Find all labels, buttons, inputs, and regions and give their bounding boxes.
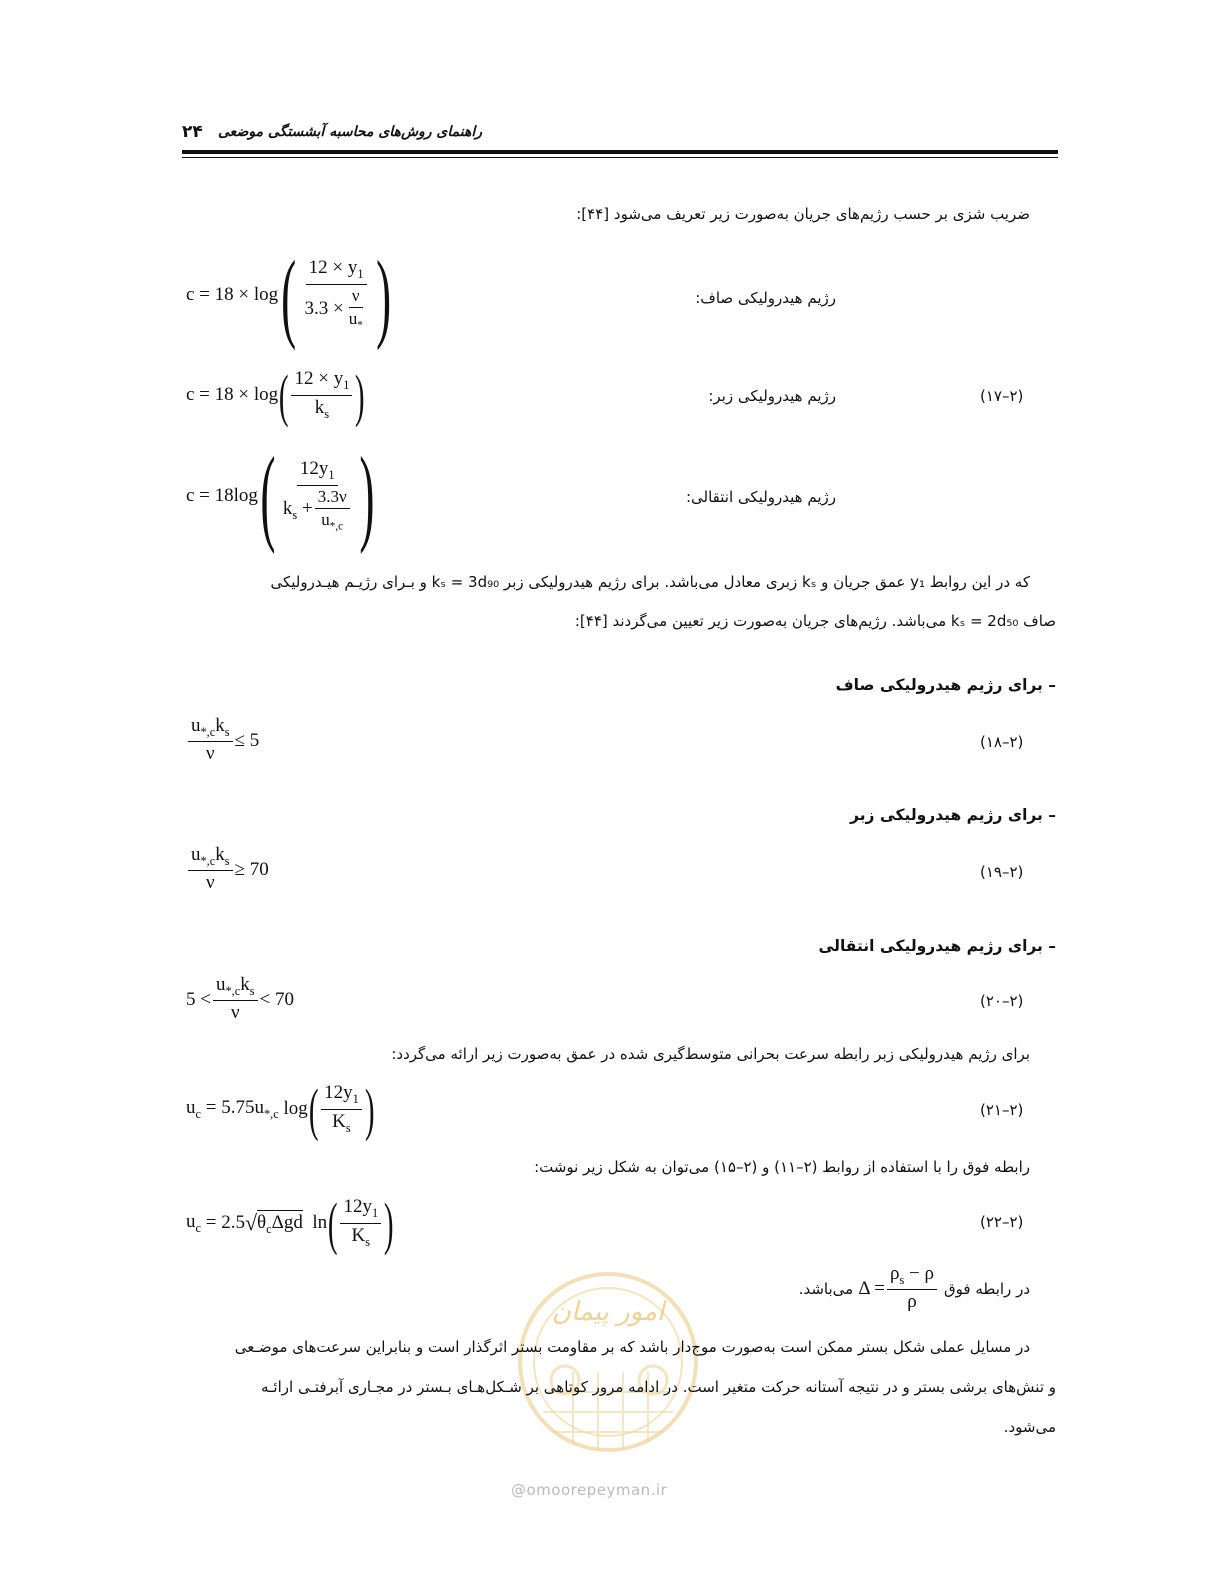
regime-rough-label: رژیم هیدرولیکی زبر:	[708, 387, 836, 405]
paragraph-definitions-line1: که در این روابط y₁ عمق جریان و kₛ زبری معادل می‌باشد. برای رژیم هیدرولیکی زبر kₛ = 3d₉₀ و بـرای رژیـم هیـدرولیکی	[270, 573, 1030, 591]
paren-right: )	[355, 362, 365, 428]
equation-number-21: (۲–۲۱)	[980, 1101, 1024, 1119]
equation-20: 5 < $\frac{u_{*,c}k_s}{\nu}$ < 70	[186, 974, 294, 1024]
equation-number-18: (۲–۱۸)	[980, 733, 1024, 751]
text-relation: رابطه فوق را با استفاده از روابط (۲–۱۱) و (۲–۱۵) می‌توان به شکل زیر نوشت:	[534, 1158, 1030, 1176]
paren-right: )	[359, 436, 375, 555]
final-paragraph-line2: و تنش‌های برشی بستر و در نتیجه آستانه حرکت متغیر است. در ادامه مرور کوتاهی بر شـکل‌هـای بـستر در مجـاری آبرفتـی ارائـه	[261, 1378, 1056, 1396]
fraction: $12 \times y_1$ 3.3 × $\frac{\nu}{u_*}$	[301, 258, 370, 332]
equation-21: $u_c$ = $5.75u_{*,c}$ log ( $\frac{12y_1}{K_s}$ )	[186, 1076, 375, 1142]
equation-chezy-transitional	[186, 438, 377, 554]
equation-22: $u_c$ = 2.5 √ $\theta_c\Delta gd$ ln ( $\frac{12y_1}{K_s}$ )	[186, 1190, 394, 1256]
equation-number-22: (۲–۲۲)	[980, 1213, 1024, 1231]
paren-left: (	[278, 362, 289, 428]
heading-rough-regime: – برای رژیم هیدرولیکی زبر	[850, 806, 1056, 824]
equation-number-20: (۲–۲۰)	[980, 992, 1024, 1010]
equation-chezy-rough	[186, 364, 366, 426]
intro-text: ضریب شزی بر حسب رژیم‌های جریان به‌صورت زیر تعریف می‌شود [۴۴]:	[576, 205, 1030, 223]
header-rule-thin	[182, 157, 1058, 158]
running-header-title: راهنمای روش‌های محاسبه آبشستگی موضعی	[218, 124, 482, 140]
c-lhs: c = 18 × log	[186, 284, 279, 305]
heading-smooth-regime: – برای رژیم هیدرولیکی صاف	[835, 676, 1056, 694]
header-rule-thick	[182, 150, 1058, 154]
paragraph-definitions-line2: صاف kₛ = 2d₅₀ می‌باشد. رژیم‌های جریان به‌صورت زیر تعیین می‌گردند [۴۴]:	[574, 612, 1056, 630]
c-lhs: c = 18 × log	[186, 384, 279, 405]
final-paragraph-line3: می‌شود.	[1003, 1418, 1056, 1436]
equation-chezy-smooth	[186, 240, 394, 350]
equation-18: $\frac{u_{*,c}k_s}{\nu}$ ≤ 5	[186, 716, 259, 765]
fraction: $12y_1$ $k_s$ + $\frac{3.3\nu}{u_{*,c}}$	[280, 459, 355, 533]
paren-left: (	[260, 436, 276, 555]
fraction: $\frac{12 \times y_1}{k_s}$	[291, 369, 352, 421]
regime-smooth-label: رژیم هیدرولیکی صاف:	[695, 289, 836, 307]
paren-left: (	[281, 239, 297, 351]
c-lhs: c = 18log	[186, 485, 258, 506]
watermark-url: @omoorepeyman.ir	[511, 1481, 668, 1499]
regime-transitional-label: رژیم هیدرولیکی انتقالی:	[685, 488, 836, 506]
paren-right: )	[375, 239, 391, 351]
page-number: ۲۴	[182, 122, 203, 142]
heading-transitional-regime: – برای رژیم هیدرولیکی انتقالی	[818, 937, 1056, 955]
equation-number-19: (۲–۱۹)	[980, 863, 1024, 881]
watermark-logo-text: امور پیمان	[551, 1297, 665, 1327]
equation-number-17: (۲–۱۷)	[980, 387, 1024, 405]
text-rough-velocity: برای رژیم هیدرولیکی زبر رابطه سرعت بحرانی متوسط‌گیری شده در عمق به‌صورت زیر ارائه می‌گردد:	[391, 1045, 1030, 1063]
delta-definition-line: در رابطه فوق Δ = $\frac{\rho_s - \rho}{\rho}$ می‌باشد.	[798, 1263, 1030, 1313]
watermark-logo	[503, 1262, 713, 1462]
final-paragraph-line1: در مسایل عملی شکل بستر ممکن است به‌صورت موج‌دار باشد که بر مقاومت بستر اثرگذار است و بنابراین سرعت‌های موضـعی	[234, 1338, 1030, 1356]
equation-19: $\frac{u_{*,c}k_s}{\nu}$ ≥ 70	[186, 845, 269, 894]
